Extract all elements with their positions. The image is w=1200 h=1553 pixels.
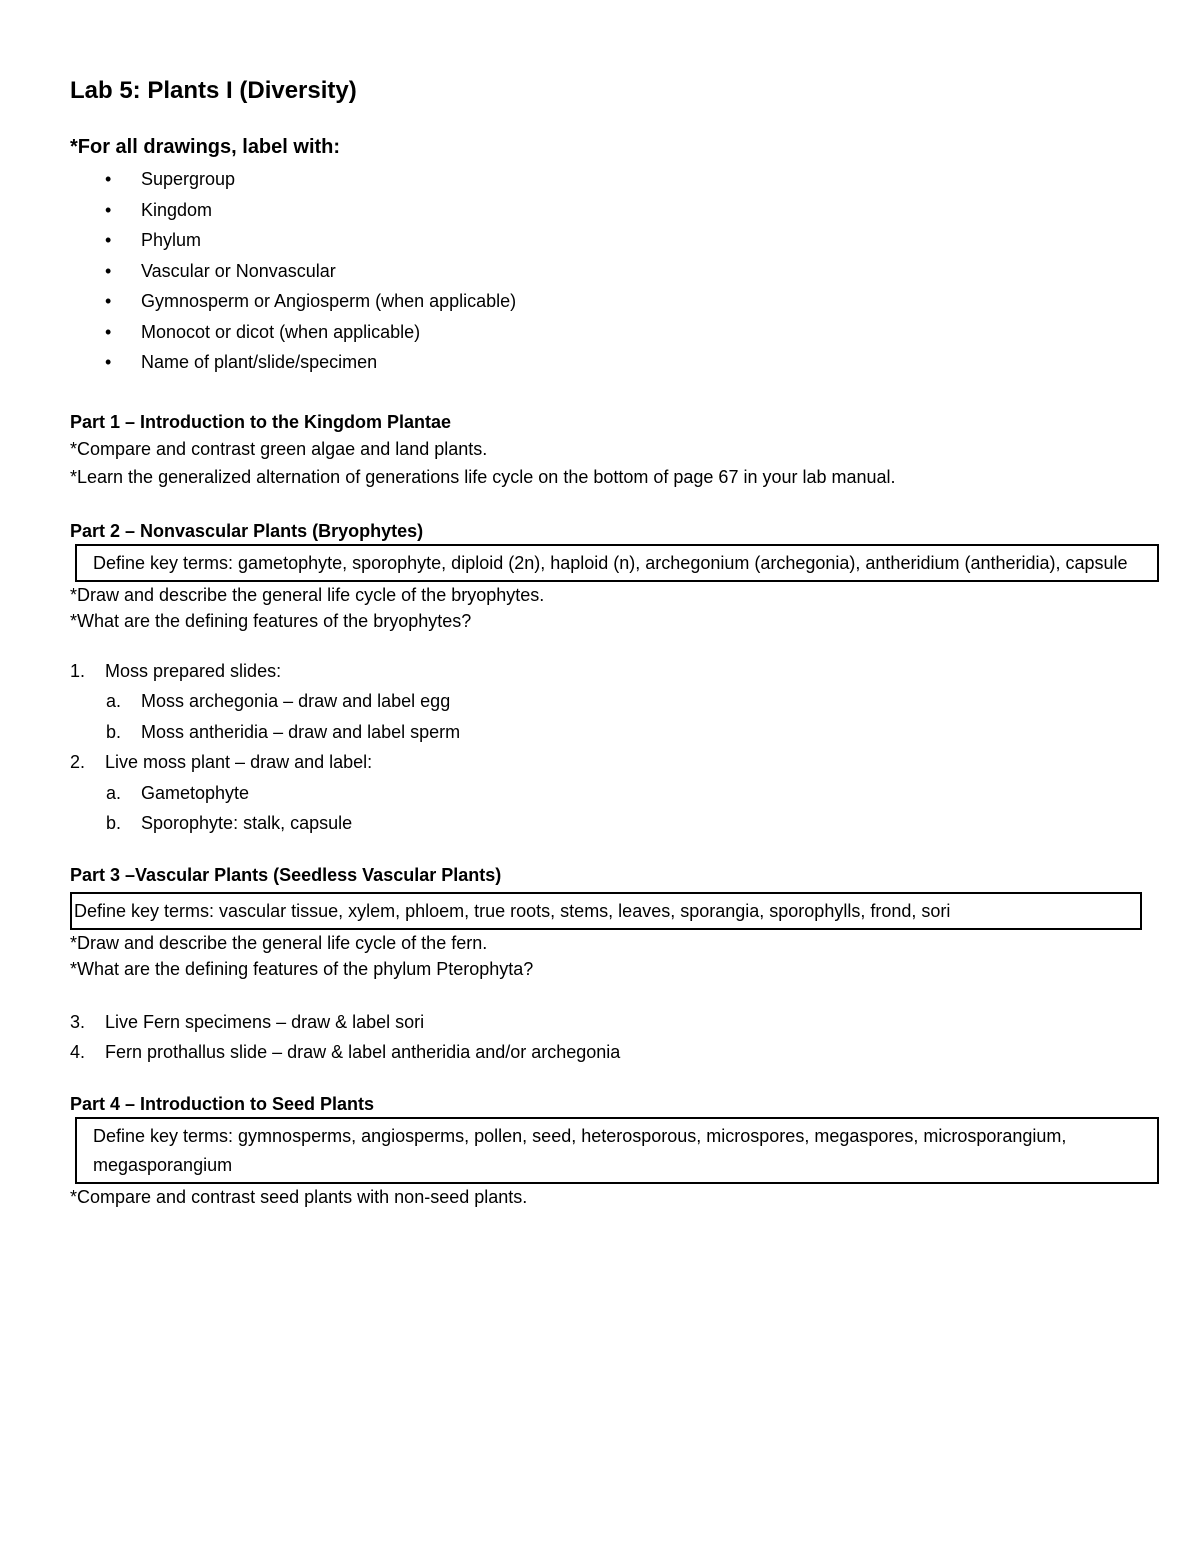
part-2-sub-list [70, 686, 1160, 747]
part-2-line: *What are the defining features of the bryophytes? [70, 610, 472, 631]
list-item: • Monocot or dicot (when applicable) [70, 317, 1160, 348]
list-item: • Vascular or Nonvascular [70, 256, 1160, 287]
part-3-title: Part 3 –Vascular Plants (Seedless Vascular Plants) [70, 864, 502, 885]
part-2-key-terms-box: Define key terms: gametophyte, sporophyte, diploid (2n), haploid (n), archegonium (archegonia), antheridium (antheridia), capsule [75, 544, 1159, 582]
bullet-icon: • [105, 230, 112, 250]
bullet-icon: • [105, 352, 112, 372]
list-item: • Kingdom [70, 195, 1160, 226]
label-intro: *For all drawings, label with: [70, 136, 341, 158]
list-item: 3. Live Fern specimens – draw & label sori [70, 1011, 425, 1032]
list-item: 4. Fern prothallus slide – draw & label antheridia and/or archegonia [70, 1042, 621, 1062]
list-item: • Supergroup [70, 164, 1160, 195]
document-page [70, 74, 1160, 1210]
bullet-icon: • [105, 169, 112, 189]
part-1-line: *Compare and contrast green algae and land plants. [70, 438, 488, 459]
list-item: b. Sporophyte: stalk, capsule [106, 813, 353, 833]
part-2-section [70, 518, 1160, 839]
label-list [70, 164, 1160, 378]
part-2-numbered-list [70, 747, 1160, 778]
bullet-icon: • [105, 321, 112, 342]
list-item: a. Gametophyte [106, 782, 250, 803]
part-1-line: *Learn the generalized alternation of generations life cycle on the bottom of page 67 in your lab manual. [70, 466, 896, 487]
part-1-section [70, 409, 1160, 491]
list-item: • Phylum [70, 225, 1160, 256]
bullet-icon: • [105, 260, 112, 281]
list-item: • Gymnosperm or Angiosperm (when applicable) [70, 286, 1160, 317]
part-2-line: *Draw and describe the general life cycle of the bryophytes. [70, 584, 545, 605]
part-2-sub-list [70, 778, 1160, 839]
part-3-line: *What are the defining features of the phylum Pterophyta? [70, 958, 534, 979]
bullet-icon: • [105, 199, 112, 220]
list-item: b. Moss antheridia – draw and label sperm [106, 721, 461, 742]
page-title: Lab 5: Plants I (Diversity) [70, 77, 357, 104]
list-item: • Name of plant/slide/specimen [70, 347, 1160, 378]
part-4-title: Part 4 – Introduction to Seed Plants [70, 1093, 375, 1114]
part-3-key-terms-box: Define key terms: vascular tissue, xylem, phloem, true roots, stems, leaves, sporangia, sporophylls, frond, sori [70, 892, 1142, 930]
list-item: a. Moss archegonia – draw and label egg [106, 691, 451, 711]
part-1-title: Part 1 – Introduction to the Kingdom Plantae [70, 411, 452, 432]
part-2-title: Part 2 – Nonvascular Plants (Bryophytes) [70, 520, 424, 541]
part-4-section [70, 1091, 1160, 1210]
part-3-section [70, 862, 1160, 1068]
part-2-numbered-list [70, 656, 1160, 687]
part-3-line: *Draw and describe the general life cycle of the fern. [70, 932, 488, 953]
part-4-key-terms-box: Define key terms: gymnosperms, angiosperms, pollen, seed, heterosporous, microspores, megaspores, microsporangium, megasporangium [75, 1117, 1159, 1184]
list-item: 2. Live moss plant – draw and label: [70, 752, 373, 772]
part-3-numbered-list [70, 1007, 1160, 1068]
bullet-icon: • [105, 291, 112, 311]
part-4-line: *Compare and contrast seed plants with non-seed plants. [70, 1186, 528, 1207]
list-item: 1. Moss prepared slides: [70, 660, 282, 681]
